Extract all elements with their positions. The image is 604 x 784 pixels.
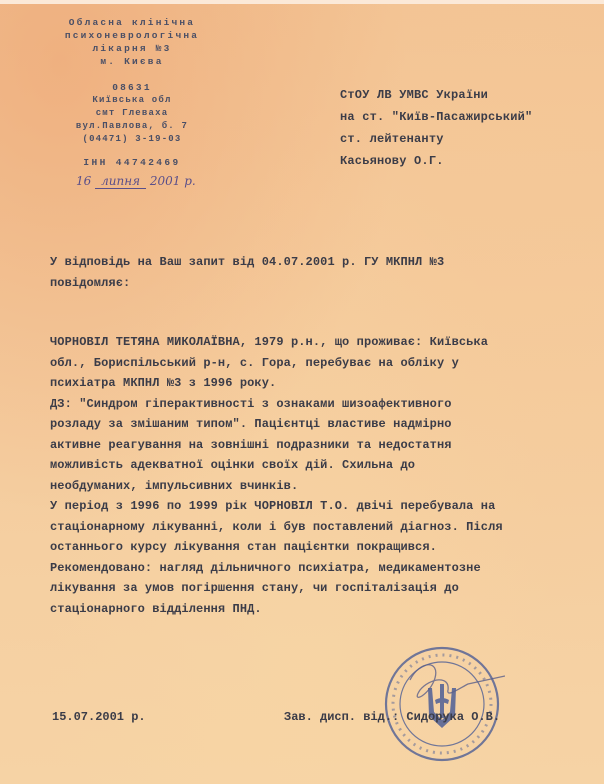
addressee-line: СтОУ ЛВ УМВС України xyxy=(340,88,489,102)
body-line: У період з 1996 по 1999 рік ЧОРНОВІЛ Т.О. двічі перебувала на xyxy=(50,499,496,513)
official-stamp-icon xyxy=(380,640,505,765)
handwritten-date xyxy=(76,174,196,188)
address-line: вул.Павлова, б. 7 xyxy=(75,121,189,131)
addressee-line: ст. лейтенанту xyxy=(340,132,444,146)
body-line: стаціонарного відділення ПНД. xyxy=(50,601,262,616)
body-line: Рекомендовано: нагляд дільничного психіатра, медикаментозне xyxy=(50,560,481,575)
body-line: стаціонарному лікуванні, коли і був поставлений діагноз. Після xyxy=(50,519,503,534)
org-line: Обласна клінічна xyxy=(68,17,196,28)
paper-top-edge xyxy=(0,0,604,4)
letterhead xyxy=(52,16,212,169)
body-line: активне реагування на зовнішні подразники та недостатня xyxy=(50,437,452,452)
body-line: лікування за умов погіршення стану, чи госпіталізація до xyxy=(50,581,459,595)
address-line: Київська обл xyxy=(92,95,172,105)
org-line: психоневрологічна xyxy=(64,30,200,41)
postal-code: 08631 xyxy=(112,82,152,93)
document-date: 15.07.2001 р. xyxy=(52,710,146,724)
phone-number: (04471) 3-19-03 xyxy=(82,134,182,144)
addressee-line: на ст. "Київ-Пасажирський" xyxy=(340,110,533,124)
addressee-line: Касьянову О.Г. xyxy=(340,154,444,168)
body-line: обл., Бориспільський р-н, с. Гора, перебуває на обліку у xyxy=(50,355,459,370)
body-line: можливість адекватної оцінки своїх дій. Схильна до xyxy=(50,458,416,472)
body-line: ДЗ: "Синдром гіперактивності з ознаками шизоафективного xyxy=(50,396,452,411)
org-line: м. Києва xyxy=(100,56,164,67)
body-line: ЧОРНОВІЛ ТЕТЯНА МИКОЛАЇВНА, 1979 р.н., що проживає: Київська xyxy=(50,335,489,349)
body-line: необдуманих, імпульсивних вчинків. xyxy=(50,478,299,493)
body-line: У відповідь на Ваш запит від 04.07.2001 р. ГУ МКПНЛ №3 xyxy=(50,255,445,269)
tax-id: ІНН 44742469 xyxy=(83,157,181,168)
main-paragraph xyxy=(50,332,570,619)
intro-paragraph xyxy=(50,252,570,293)
body-line: психіатра МКПНЛ №3 з 1996 року. xyxy=(50,376,277,390)
address-line: смт Глеваха xyxy=(95,108,169,118)
org-line: лікарня №3 xyxy=(92,43,172,54)
body-line: повідомляє: xyxy=(50,275,131,290)
body-line: розладу за змішаним типом". Пацієнтці властиве надмірно xyxy=(50,417,452,431)
signatory: Зав. дисп. від.: Сидорука О.В. xyxy=(284,710,501,724)
handwritten-month: липня xyxy=(95,174,146,189)
handwritten-year: 2001 р. xyxy=(149,174,196,188)
body-line: останнього курсу лікування стан пацієнтки покращився. xyxy=(50,540,437,554)
handwritten-day: 16 xyxy=(76,174,92,188)
addressee-block xyxy=(340,84,532,172)
